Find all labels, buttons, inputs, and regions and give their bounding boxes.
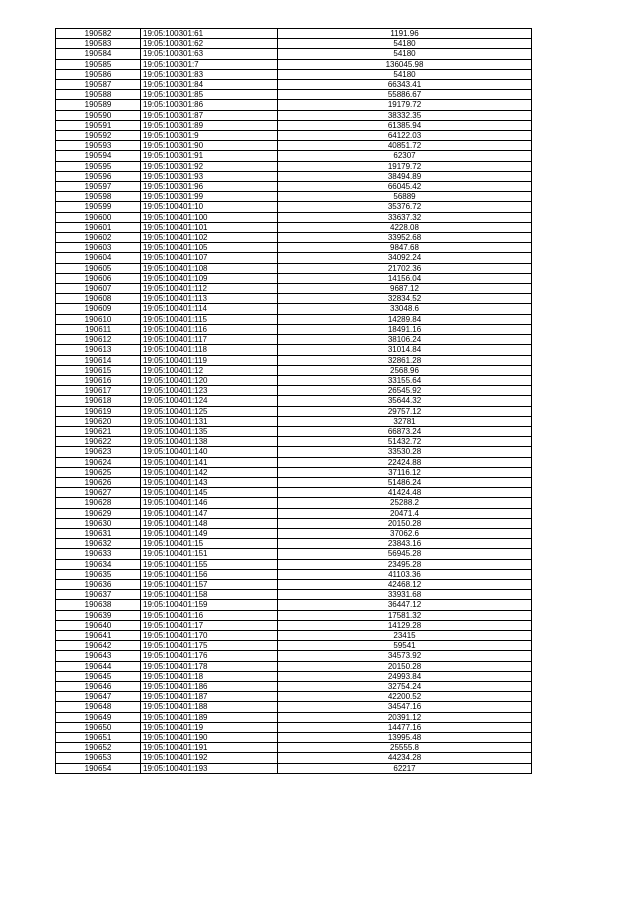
cadastral-number-cell: 19:05:100401:101 <box>141 222 278 232</box>
row-number-cell: 190597 <box>56 182 141 192</box>
cadastral-number-cell: 19:05:100401:159 <box>141 600 278 610</box>
cadastral-number-cell: 19:05:100301:83 <box>141 69 278 79</box>
cadastral-number-cell: 19:05:100401:135 <box>141 426 278 436</box>
row-number-cell: 190633 <box>56 549 141 559</box>
table-row <box>56 498 532 508</box>
cadastral-number-cell: 19:05:100301:93 <box>141 171 278 181</box>
cadastral-number-cell: 19:05:100401:147 <box>141 508 278 518</box>
table-row <box>56 539 532 549</box>
amount-cell: 38106.24 <box>278 335 532 345</box>
row-number-cell: 190620 <box>56 416 141 426</box>
amount-cell: 32861.28 <box>278 355 532 365</box>
cadastral-number-cell: 19:05:100401:112 <box>141 284 278 294</box>
cadastral-number-cell: 19:05:100401:16 <box>141 610 278 620</box>
cadastral-number-cell: 19:05:100401:120 <box>141 375 278 385</box>
cadastral-number-cell: 19:05:100301:89 <box>141 120 278 130</box>
amount-cell: 59541 <box>278 641 532 651</box>
amount-cell: 23415 <box>278 630 532 640</box>
row-number-cell: 190652 <box>56 743 141 753</box>
cadastral-number-cell: 19:05:100401:124 <box>141 396 278 406</box>
table-row <box>56 151 532 161</box>
cadastral-number-cell: 19:05:100401:175 <box>141 641 278 651</box>
amount-cell: 14156.04 <box>278 273 532 283</box>
row-number-cell: 190650 <box>56 722 141 732</box>
amount-cell: 14477.16 <box>278 722 532 732</box>
amount-cell: 33155.64 <box>278 375 532 385</box>
row-number-cell: 190591 <box>56 120 141 130</box>
cadastral-number-cell: 19:05:100401:107 <box>141 253 278 263</box>
row-number-cell: 190613 <box>56 345 141 355</box>
row-number-cell: 190594 <box>56 151 141 161</box>
row-number-cell: 190644 <box>56 661 141 671</box>
row-number-cell: 190637 <box>56 590 141 600</box>
cadastral-number-cell: 19:05:100301:9 <box>141 131 278 141</box>
cadastral-number-cell: 19:05:100401:105 <box>141 243 278 253</box>
amount-cell: 51432.72 <box>278 437 532 447</box>
table-row <box>56 202 532 212</box>
table-row <box>56 100 532 110</box>
table-row <box>56 682 532 692</box>
cadastral-number-cell: 19:05:100401:118 <box>141 345 278 355</box>
row-number-cell: 190649 <box>56 712 141 722</box>
amount-cell: 4228.08 <box>278 222 532 232</box>
table-row <box>56 49 532 59</box>
table-row <box>56 651 532 661</box>
row-number-cell: 190606 <box>56 273 141 283</box>
table-row <box>56 447 532 457</box>
table-row <box>56 375 532 385</box>
cadastral-number-cell: 19:05:100401:123 <box>141 386 278 396</box>
table-row <box>56 641 532 651</box>
cadastral-number-cell: 19:05:100401:17 <box>141 620 278 630</box>
table-row <box>56 549 532 559</box>
row-number-cell: 190653 <box>56 753 141 763</box>
amount-cell: 34092.24 <box>278 253 532 263</box>
amount-cell: 24993.84 <box>278 671 532 681</box>
table-row <box>56 345 532 355</box>
table-row <box>56 692 532 702</box>
amount-cell: 64122.03 <box>278 131 532 141</box>
table-row <box>56 457 532 467</box>
amount-cell: 56945.28 <box>278 549 532 559</box>
row-number-cell: 190626 <box>56 477 141 487</box>
table-row <box>56 355 532 365</box>
amount-cell: 62307 <box>278 151 532 161</box>
row-number-cell: 190587 <box>56 80 141 90</box>
amount-cell: 20471.4 <box>278 508 532 518</box>
amount-cell: 20150.28 <box>278 661 532 671</box>
table-row <box>56 610 532 620</box>
amount-cell: 14129.28 <box>278 620 532 630</box>
cadastral-number-cell: 19:05:100301:7 <box>141 59 278 69</box>
table-row <box>56 80 532 90</box>
row-number-cell: 190583 <box>56 39 141 49</box>
cadastral-number-cell: 19:05:100401:158 <box>141 590 278 600</box>
table-row <box>56 763 532 773</box>
cadastral-number-cell: 19:05:100301:63 <box>141 49 278 59</box>
row-number-cell: 190631 <box>56 528 141 538</box>
cadastral-number-cell: 19:05:100401:140 <box>141 447 278 457</box>
amount-cell: 56889 <box>278 192 532 202</box>
row-number-cell: 190601 <box>56 222 141 232</box>
cadastral-number-cell: 19:05:100401:141 <box>141 457 278 467</box>
row-number-cell: 190593 <box>56 141 141 151</box>
cadastral-number-cell: 19:05:100401:113 <box>141 294 278 304</box>
cadastral-number-cell: 19:05:100401:157 <box>141 579 278 589</box>
amount-cell: 25288.2 <box>278 498 532 508</box>
amount-cell: 2568.96 <box>278 365 532 375</box>
table-row <box>56 590 532 600</box>
cadastral-number-cell: 19:05:100401:189 <box>141 712 278 722</box>
row-number-cell: 190634 <box>56 559 141 569</box>
amount-cell: 9847.68 <box>278 243 532 253</box>
table-row <box>56 110 532 120</box>
cadastral-number-cell: 19:05:100401:143 <box>141 477 278 487</box>
cadastral-number-cell: 19:05:100401:148 <box>141 518 278 528</box>
amount-cell: 51486.24 <box>278 477 532 487</box>
amount-cell: 62217 <box>278 763 532 773</box>
row-number-cell: 190598 <box>56 192 141 202</box>
table-row <box>56 90 532 100</box>
row-number-cell: 190596 <box>56 171 141 181</box>
cadastral-number-cell: 19:05:100401:187 <box>141 692 278 702</box>
table-row <box>56 579 532 589</box>
table-row <box>56 753 532 763</box>
cadastral-number-cell: 19:05:100401:170 <box>141 630 278 640</box>
amount-cell: 21702.36 <box>278 263 532 273</box>
table-row <box>56 671 532 681</box>
amount-cell: 41424.48 <box>278 488 532 498</box>
cadastral-number-cell: 19:05:100401:151 <box>141 549 278 559</box>
table-row <box>56 243 532 253</box>
cadastral-number-cell: 19:05:100401:18 <box>141 671 278 681</box>
amount-cell: 22424.88 <box>278 457 532 467</box>
amount-cell: 35644.32 <box>278 396 532 406</box>
row-number-cell: 190630 <box>56 518 141 528</box>
row-number-cell: 190632 <box>56 539 141 549</box>
amount-cell: 55886.67 <box>278 90 532 100</box>
row-number-cell: 190638 <box>56 600 141 610</box>
row-number-cell: 190595 <box>56 161 141 171</box>
table-row <box>56 233 532 243</box>
cadastral-number-cell: 19:05:100401:19 <box>141 722 278 732</box>
amount-cell: 33952.68 <box>278 233 532 243</box>
row-number-cell: 190617 <box>56 386 141 396</box>
cadastral-number-cell: 19:05:100301:86 <box>141 100 278 110</box>
row-number-cell: 190627 <box>56 488 141 498</box>
table-row <box>56 488 532 498</box>
cadastral-number-cell: 19:05:100401:10 <box>141 202 278 212</box>
table-row <box>56 702 532 712</box>
cadastral-number-cell: 19:05:100401:125 <box>141 406 278 416</box>
cadastral-number-cell: 19:05:100401:117 <box>141 335 278 345</box>
row-number-cell: 190607 <box>56 284 141 294</box>
amount-cell: 32754.24 <box>278 682 532 692</box>
table-row <box>56 29 532 39</box>
cadastral-number-cell: 19:05:100401:115 <box>141 314 278 324</box>
row-number-cell: 190654 <box>56 763 141 773</box>
table-row <box>56 294 532 304</box>
table-row <box>56 426 532 436</box>
row-number-cell: 190586 <box>56 69 141 79</box>
cadastral-number-cell: 19:05:100401:145 <box>141 488 278 498</box>
amount-cell: 37116.12 <box>278 467 532 477</box>
cadastral-number-cell: 19:05:100301:99 <box>141 192 278 202</box>
amount-cell: 37062.6 <box>278 528 532 538</box>
amount-cell: 54180 <box>278 69 532 79</box>
row-number-cell: 190604 <box>56 253 141 263</box>
row-number-cell: 190588 <box>56 90 141 100</box>
amount-cell: 13995.48 <box>278 733 532 743</box>
amount-cell: 19179.72 <box>278 100 532 110</box>
table-row <box>56 335 532 345</box>
cadastral-number-cell: 19:05:100401:131 <box>141 416 278 426</box>
table-row <box>56 467 532 477</box>
cadastral-number-cell: 19:05:100401:149 <box>141 528 278 538</box>
amount-cell: 136045.98 <box>278 59 532 69</box>
row-number-cell: 190629 <box>56 508 141 518</box>
table-row <box>56 161 532 171</box>
amount-cell: 66045.42 <box>278 182 532 192</box>
cadastral-number-cell: 19:05:100401:155 <box>141 559 278 569</box>
data-table <box>55 28 532 774</box>
amount-cell: 9687.12 <box>278 284 532 294</box>
row-number-cell: 190625 <box>56 467 141 477</box>
amount-cell: 38494.89 <box>278 171 532 181</box>
amount-cell: 19179.72 <box>278 161 532 171</box>
row-number-cell: 190608 <box>56 294 141 304</box>
row-number-cell: 190639 <box>56 610 141 620</box>
amount-cell: 23495.28 <box>278 559 532 569</box>
table-row <box>56 314 532 324</box>
row-number-cell: 190612 <box>56 335 141 345</box>
amount-cell: 42200.52 <box>278 692 532 702</box>
amount-cell: 66343.41 <box>278 80 532 90</box>
amount-cell: 66873.24 <box>278 426 532 436</box>
cadastral-number-cell: 19:05:100301:85 <box>141 90 278 100</box>
table-row <box>56 120 532 130</box>
table-row <box>56 324 532 334</box>
cadastral-number-cell: 19:05:100401:138 <box>141 437 278 447</box>
table-row <box>56 131 532 141</box>
cadastral-number-cell: 19:05:100401:190 <box>141 733 278 743</box>
table-row <box>56 263 532 273</box>
row-number-cell: 190643 <box>56 651 141 661</box>
table-row <box>56 559 532 569</box>
amount-cell: 31014.84 <box>278 345 532 355</box>
amount-cell: 54180 <box>278 39 532 49</box>
cadastral-number-cell: 19:05:100401:176 <box>141 651 278 661</box>
table-row <box>56 508 532 518</box>
table-row <box>56 192 532 202</box>
cadastral-number-cell: 19:05:100401:109 <box>141 273 278 283</box>
amount-cell: 38332.35 <box>278 110 532 120</box>
table-row <box>56 630 532 640</box>
amount-cell: 32781 <box>278 416 532 426</box>
amount-cell: 33048.6 <box>278 304 532 314</box>
cadastral-number-cell: 19:05:100401:142 <box>141 467 278 477</box>
row-number-cell: 190635 <box>56 569 141 579</box>
cadastral-number-cell: 19:05:100401:192 <box>141 753 278 763</box>
cadastral-number-cell: 19:05:100401:178 <box>141 661 278 671</box>
cadastral-number-cell: 19:05:100401:114 <box>141 304 278 314</box>
amount-cell: 36447.12 <box>278 600 532 610</box>
amount-cell: 17581.32 <box>278 610 532 620</box>
table-row <box>56 661 532 671</box>
row-number-cell: 190600 <box>56 212 141 222</box>
table-row <box>56 386 532 396</box>
row-number-cell: 190585 <box>56 59 141 69</box>
row-number-cell: 190636 <box>56 579 141 589</box>
row-number-cell: 190592 <box>56 131 141 141</box>
table-row <box>56 273 532 283</box>
row-number-cell: 190611 <box>56 324 141 334</box>
row-number-cell: 190603 <box>56 243 141 253</box>
cadastral-number-cell: 19:05:100301:92 <box>141 161 278 171</box>
cadastral-number-cell: 19:05:100301:96 <box>141 182 278 192</box>
cadastral-number-cell: 19:05:100401:193 <box>141 763 278 773</box>
table-row <box>56 284 532 294</box>
row-number-cell: 190609 <box>56 304 141 314</box>
cadastral-number-cell: 19:05:100401:100 <box>141 212 278 222</box>
amount-cell: 41103.36 <box>278 569 532 579</box>
row-number-cell: 190619 <box>56 406 141 416</box>
cadastral-number-cell: 19:05:100401:188 <box>141 702 278 712</box>
row-number-cell: 190615 <box>56 365 141 375</box>
cadastral-number-cell: 19:05:100301:91 <box>141 151 278 161</box>
row-number-cell: 190645 <box>56 671 141 681</box>
row-number-cell: 190623 <box>56 447 141 457</box>
row-number-cell: 190584 <box>56 49 141 59</box>
amount-cell: 40851.72 <box>278 141 532 151</box>
cadastral-number-cell: 19:05:100401:119 <box>141 355 278 365</box>
row-number-cell: 190646 <box>56 682 141 692</box>
amount-cell: 44234.28 <box>278 753 532 763</box>
row-number-cell: 190640 <box>56 620 141 630</box>
cadastral-number-cell: 19:05:100401:146 <box>141 498 278 508</box>
table-row <box>56 253 532 263</box>
amount-cell: 26545.92 <box>278 386 532 396</box>
table-row <box>56 437 532 447</box>
row-number-cell: 190605 <box>56 263 141 273</box>
row-number-cell: 190582 <box>56 29 141 39</box>
row-number-cell: 190628 <box>56 498 141 508</box>
amount-cell: 32834.52 <box>278 294 532 304</box>
amount-cell: 23843.16 <box>278 539 532 549</box>
cadastral-number-cell: 19:05:100301:62 <box>141 39 278 49</box>
row-number-cell: 190590 <box>56 110 141 120</box>
table-row <box>56 477 532 487</box>
row-number-cell: 190651 <box>56 733 141 743</box>
row-number-cell: 190621 <box>56 426 141 436</box>
table-row <box>56 712 532 722</box>
amount-cell: 35376.72 <box>278 202 532 212</box>
table-row <box>56 569 532 579</box>
row-number-cell: 190616 <box>56 375 141 385</box>
amount-cell: 1191.96 <box>278 29 532 39</box>
amount-cell: 20150.28 <box>278 518 532 528</box>
cadastral-number-cell: 19:05:100401:186 <box>141 682 278 692</box>
amount-cell: 33637.32 <box>278 212 532 222</box>
table-row <box>56 733 532 743</box>
cadastral-number-cell: 19:05:100401:102 <box>141 233 278 243</box>
table-row <box>56 304 532 314</box>
table-row <box>56 528 532 538</box>
table-row <box>56 141 532 151</box>
table-row <box>56 69 532 79</box>
cadastral-number-cell: 19:05:100301:84 <box>141 80 278 90</box>
table-row <box>56 620 532 630</box>
amount-cell: 33530.28 <box>278 447 532 457</box>
table-row <box>56 518 532 528</box>
amount-cell: 18491.16 <box>278 324 532 334</box>
row-number-cell: 190602 <box>56 233 141 243</box>
table-row <box>56 365 532 375</box>
table-row <box>56 171 532 181</box>
cadastral-number-cell: 19:05:100401:156 <box>141 569 278 579</box>
row-number-cell: 190618 <box>56 396 141 406</box>
table-row <box>56 600 532 610</box>
row-number-cell: 190624 <box>56 457 141 467</box>
cadastral-number-cell: 19:05:100301:87 <box>141 110 278 120</box>
row-number-cell: 190622 <box>56 437 141 447</box>
row-number-cell: 190641 <box>56 630 141 640</box>
row-number-cell: 190599 <box>56 202 141 212</box>
table-row <box>56 743 532 753</box>
amount-cell: 61385.94 <box>278 120 532 130</box>
cadastral-number-cell: 19:05:100401:116 <box>141 324 278 334</box>
table-row <box>56 416 532 426</box>
row-number-cell: 190648 <box>56 702 141 712</box>
row-number-cell: 190614 <box>56 355 141 365</box>
table-row <box>56 396 532 406</box>
table-body <box>56 29 532 774</box>
row-number-cell: 190642 <box>56 641 141 651</box>
table-row <box>56 212 532 222</box>
row-number-cell: 190589 <box>56 100 141 110</box>
row-number-cell: 190610 <box>56 314 141 324</box>
table-row <box>56 722 532 732</box>
table-row <box>56 406 532 416</box>
cadastral-number-cell: 19:05:100401:15 <box>141 539 278 549</box>
amount-cell: 29757.12 <box>278 406 532 416</box>
table-row <box>56 39 532 49</box>
cadastral-number-cell: 19:05:100301:61 <box>141 29 278 39</box>
row-number-cell: 190647 <box>56 692 141 702</box>
amount-cell: 54180 <box>278 49 532 59</box>
amount-cell: 33931.68 <box>278 590 532 600</box>
cadastral-number-cell: 19:05:100401:12 <box>141 365 278 375</box>
table-row <box>56 182 532 192</box>
cadastral-number-cell: 19:05:100401:191 <box>141 743 278 753</box>
amount-cell: 34573.92 <box>278 651 532 661</box>
table-row <box>56 222 532 232</box>
amount-cell: 42468.12 <box>278 579 532 589</box>
table-row <box>56 59 532 69</box>
cadastral-number-cell: 19:05:100301:90 <box>141 141 278 151</box>
amount-cell: 25555.8 <box>278 743 532 753</box>
amount-cell: 14289.84 <box>278 314 532 324</box>
amount-cell: 20391.12 <box>278 712 532 722</box>
amount-cell: 34547.16 <box>278 702 532 712</box>
cadastral-number-cell: 19:05:100401:108 <box>141 263 278 273</box>
